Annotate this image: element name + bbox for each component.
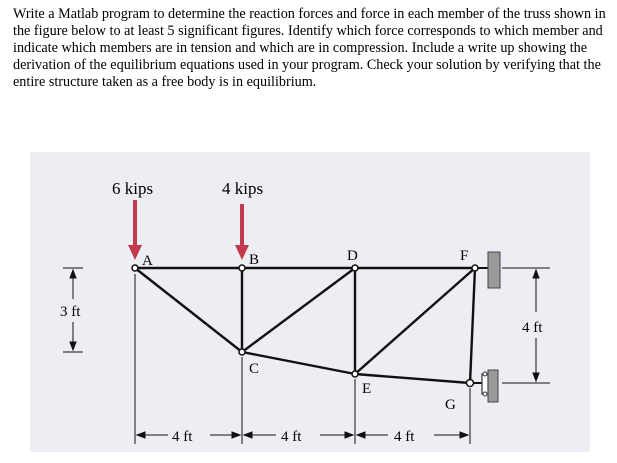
dimension-label-right-height: 4 ft: [522, 320, 543, 336]
dimension-label-spacing-3: 4 ft: [394, 429, 415, 445]
node-label-F: F: [460, 248, 469, 264]
dimension-label-left-height: 3 ft: [60, 304, 81, 320]
node-label-G: G: [445, 397, 456, 413]
node-label-D: D: [347, 248, 358, 264]
truss-figure: [30, 152, 590, 452]
load-label-4kips: 4 kips: [222, 179, 264, 198]
dimension-label-spacing-2: 4 ft: [281, 429, 302, 445]
node-label-E: E: [362, 381, 372, 397]
node-label-A: A: [142, 253, 153, 269]
load-label-6kips: 6 kips: [112, 179, 154, 198]
dimension-label-spacing-1: 4 ft: [172, 429, 193, 445]
node-label-B: B: [249, 252, 260, 268]
node-label-C: C: [249, 361, 260, 377]
problem-statement: Write a Matlab program to determine the reaction forces and force in each member of the truss shown in the figure below to at least 5 significant figures. Identify which force corresponds to which member and indicate which members are in tension and which are in compression. Include a write up showing the derivation of the equilibrium equations used in your program. Check your solution by verifying that the entire structure taken as a free body is in equilibrium.: [13, 6, 606, 90]
